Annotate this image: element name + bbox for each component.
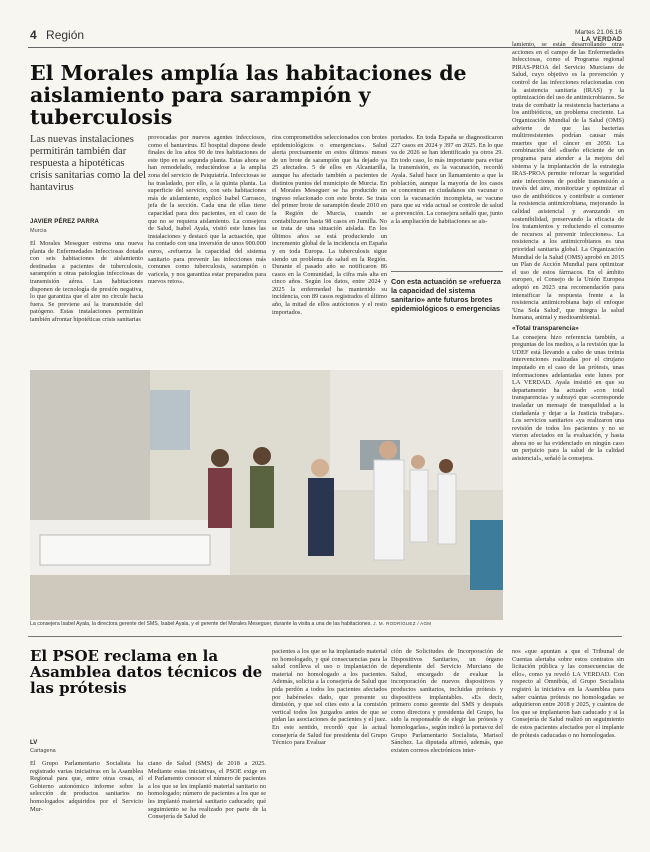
section-subtitle: «Total transparencia» — [512, 324, 579, 332]
secondary-column-3: pacientes a los que se ha implantado material no homologado, y qué consecuencias para la salud conlleva el uso o implantación de material no homologado a los pacientes. Además, solicita a la consejería de Salud que pida perdón a todos los pacientes afectados por habérseles dado, que presente su dimisión, y que sol cites esto a la comisión vertical todos los juzgados antes de que se pidan las asociaciones de pacientes y el juez. En este sentido, recordó que la actual consejería de Salud fue presidenta del Grupo Técnico para Evaluar — [272, 648, 387, 747]
article-column-3: rios comprometidos seleccionados con brotes epidemiológicos o emergencias». Salud alerta precisamente en estos últimos meses de un brote de sarampión que ha dejado ya 25 afectados. 5 de ellos en Alcantarilla, aunque ha afectado también a pacientes de distintos puntos del municipio de Murcia. En el Morales Meseguer se ha producido un ingreso relacionado con este brote. Se trata del primer brote de sarampión desde 2010 en la Región de Murcia, cuando se contabilizaron hasta 98 casos en Jumilla. No se trata de una situación aislada. En los últimos años se está produciendo un incremento global de la incidencia en España y en toda Europa. La tuberculosis sigue siendo un problema de salud en la Región. Durante el pasado año se notificaron 86 casos en la Comunidad, la cifra más alta en cinco años. Según los datos, entre 2024 y 2025 la enfermedad ha mantenido su incidencia, con 89 casos registrados el último año, la mitad de ellos autóctonos y el resto importados. — [272, 134, 387, 316]
article-divider — [28, 636, 622, 637]
secondary-column-5: nos «que apuntan a que el Tribunal de Cuentas alertaba sobre estos contratos sin licitación pública y las consecuencias de ello», como ya reveló LA VERDAD. Con respecto al Omnibús, el Grupo Socialista registró la iniciativa en la Asamblea para saber cuántas prótesis no homologadas se adquirieron entre 2018 y 2025, y cuántos de los que se implantaron han caducado y si la Consejería de Salud realizó un seguimiento de estos pacientes afectados por el implante de prótesis caducadas o no homologadas. — [512, 648, 624, 739]
article-column-5: lamiento, se están desarrollando otras acciones en el campo de las Enfermedades Infecciosas, como el Programa regional PIRAS-PROA del Servicio Murciano de Salud, cuyo objetivo es la prevención y control de las infecciones relacionadas con la asistencia sanitaria (IRAS) y la optimización del uso de antimicrobianos. Se trata de combatir la resistencia bacteriana a los antibióticos, un problema creciente. La Organización Mundial de la Salud (OMS) advierte de que las bacterias multirresistentes podrían causar más muertes que el cáncer en 2050. La combinación del «diseño eficiente de un programa para atender a la mejora del sistema y la implantación de la estrategia IRAS-PROA permite reforzar la seguridad ante infecciones de posible transmisión a través del aire, monitorizar y optimizar el uso de antibióticos y contribuir a contener la resistencia antimicrobiana, mejorando la calidad asistencial y avanzando en sostenibilidad, preservando la eficacia de los tratamientos y reduciendo el consumo de recursos al prevenir infecciones». La resistencia a los antimicrobianos es una prioridad sanitaria global. La Organización Mundial de la Salud (OMS) aprobó en 2015 un Plan de Acción Mundial para optimizar el uso de estos fármacos. En el ámbito europeo, el Consejo de la Unión Europea adoptó en 2023 una recomendación para intensificar la respuesta frente a la resistencia antimicrobiana bajo el enfoque 'Una Sola Salud', que integra la salud humana, animal y medioambiental. «Total transparencia» La consejera hizo referencia también, a preguntas de los medios, a la revisión que la UDEF está llevando a cabo de unas treinta intervenciones realizadas por el cirujano imputado en el caso de las prótesis, unas informaciones adelantadas este lunes por LA VERDAD. Ayala insistió en que su departamento ha actuado «con total transparencia» y subrayó que «corresponde trasladar un mensaje de tranquilidad a la ciudadanía y dejar a la Justicia trabajar». Los servicios sanitarios «ya realizaron una revisión de todos los pacientes y no se vieron afectados en la evaluación, y hasta ahora no se ha evidenciado en ningún caso un perjuicio para la salud de la calidad asistencial», señaló la consejera. — [512, 41, 624, 463]
issue-date: Martes 21.06.16 — [575, 29, 622, 36]
article-column-4: portados. En toda España se diagnosticaron 227 casos en 2024 y 397 en 2025. En lo que va de 2026 se han identificado ya otros 29. En todo caso, lo más importante para evitar la transmisión, es la vacunación, recordó Ayala. Salud hace un llamamiento a que la población, aunque la mayoría de los casos se concentran en ciudadanos sin vacunar o con la vacunación incompleta, se vacune para que su vida actual se controle de salud a prevención. La consejera señaló que, junto a la ampliación de habitaciones se ais- — [391, 134, 503, 225]
secondary-column-2: ciano de Salud (SMS) de 2018 a 2025. Mediante estas iniciativas, el PSOE exige en el Parlamento conocer el número de pacientes a los que se les implantó material sanitario no homologado; número de pacientes a los que se les implantó material sanitario caducado; qué seguimiento se ha realizado por parte de la Consejería de Salud de — [148, 760, 266, 821]
secondary-column-1: El Grupo Parlamentario Socialista ha registrado varias iniciativas en la Asamblea Regional para que, entre otras cosas, el Gobierno autonómico informe sobre la selección de productos sanitarios no homologados adquiridos por el Servicio Mur- — [30, 760, 143, 813]
pull-quote — [391, 271, 503, 313]
page-number: 4 — [30, 28, 37, 42]
article-photo — [30, 370, 503, 620]
pull-quote-text: Con esta actuación se «refuerza la capacidad del sistema sanitario» ante futuros brotes epidemiológicos o emergencias — [391, 277, 501, 313]
article-column-1: El Morales Meseguer estrena una nueva planta de Enfermedades Infecciosas dotada con seis habitaciones de aislamiento destinadas a pacientes de tuberculosis, sarampión u otras patologías infecciosas de transmisión aérea. Las habitaciones disponen de tecnología de presión negativa, lo que garantiza que el aire no circule hacia fuera. Se previene así la transmisión del patógeno. Estas instalaciones permitirán también afrontar hipotéticas crisis sanitarias — [30, 240, 143, 323]
section-name: Región — [46, 28, 85, 42]
article-subhead: Las nuevas instalaciones permitirán también dar respuesta a hipotéticas crisis sanitarias como la del hantavirus — [30, 134, 147, 193]
photo-caption — [30, 621, 503, 627]
secondary-headline: El PSOE reclama en la Asamblea datos técnicos de las prótesis — [30, 647, 263, 697]
article-byline: JAVIER PÉREZ PARRA — [30, 219, 100, 225]
newspaper-brand: LA VERDAD — [581, 36, 622, 43]
secondary-place: Cartagena — [30, 748, 56, 754]
photo-caption-text: La consejera Isabel Ayala, la directora gerente del SMS, Isabel Ayala, y el gerente del Morales Meseguer, durante la visita a una de las habitaciones. — [30, 621, 372, 627]
photo-credit: J. M. RODRÍGUEZ / AGM — [373, 621, 432, 626]
hospital-room-illustration — [30, 370, 503, 620]
secondary-column-4: ción de Solicitudes de Incorporación de Dispositivos Sanitarios, un órgano dependiente del Servicio Murciano de Salud, encargado de evaluar la incorporación de nuevos dispositivos y productos sanitarios, incluidas prótesis y dispositivos implantables. «Es decir, primero como gerente del SMS y después como directora y presidenta del Grupo, ha sido la responsable de elegir las prótesis y homologarlas», según indicó la portavoz del Grupo Parlamentario Socialista, Marisol Sánchez. La diputada afirmó, además, que existen correos electrónicos inter- — [391, 648, 503, 754]
secondary-byline: LV — [30, 740, 38, 746]
article-place: Murcia — [30, 228, 47, 234]
page-header — [30, 28, 84, 42]
article-column-2: provocadas por nuevos agentes infecciosos, como el hantavirus. El hospital dispone desde finales de los años 90 de tres habitaciones de este tipo en su segunda planta. Estas ahora se han remodelado, reduciéndose a la amplia zona del servicio de Psiquiatría. Infecciosas se ha trasladado, por ello, a la quinta planta. La superficie del servicio, con seis habitaciones más de aislamiento, explicó Isabel Carrasco, jefa de la sección. Cada una de ellas tiene capacidad para dos pacientes, en el caso de que no se requiera aislamiento. La consejera de Salud, Isabel Ayala, visitó este lunes las instalaciones y destacó que la actuación, que ha contado con una inversión de unos 900.000 euros, «refuerza la capacidad del sistema sanitario para prevenir las infecciones más comunes como tuberculosis, sarampión o varicela, y nos garantiza estar preparados para nuevos retos». — [148, 134, 266, 286]
article-headline: El Morales amplía las habitaciones de aislamiento para sarampión y tuberculosis — [30, 61, 467, 129]
